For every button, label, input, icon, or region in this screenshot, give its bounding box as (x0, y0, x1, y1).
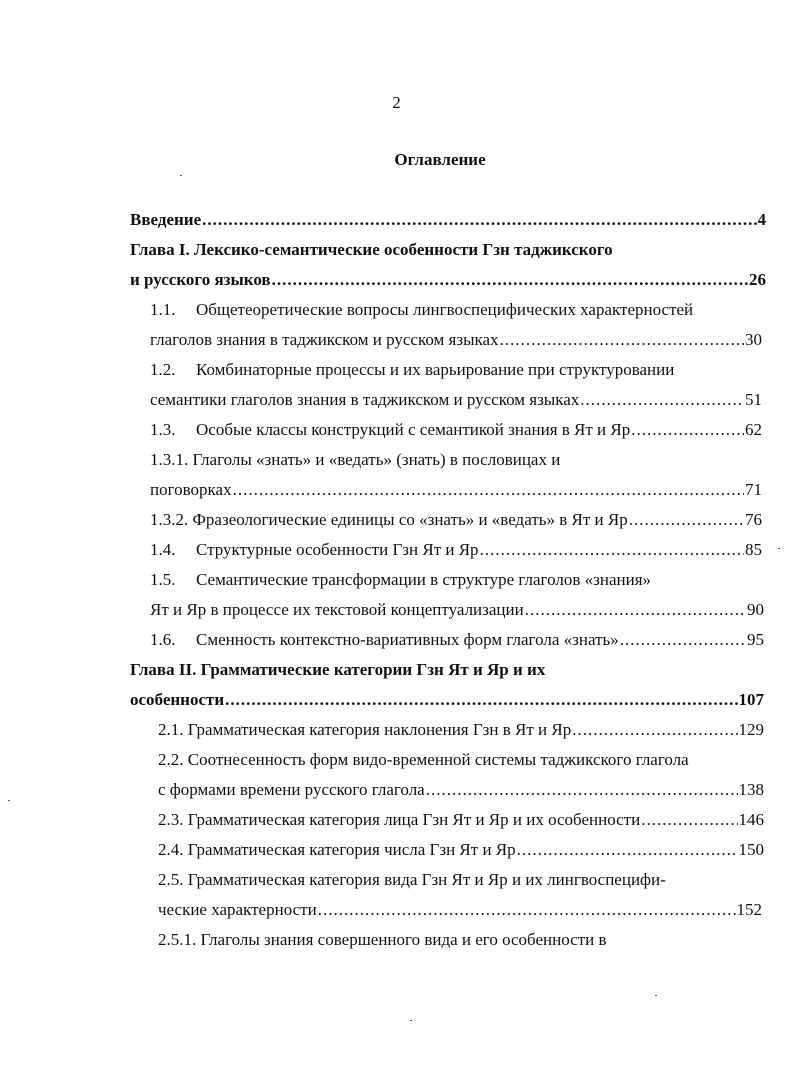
scan-speck (180, 175, 182, 176)
toc-entry-1-3: 1.3. Особые классы конструкций с семантикой знания в Ят и Яр ..... 62 (150, 417, 762, 443)
toc-entry-2-1: 2.1. Грамматическая категория наклонения Гзн в Ят и Яр ..... 129 (158, 717, 764, 743)
toc-entry-chapter-2: Глава II. Грамматические категории Гзн Ят и Яр и их (130, 660, 546, 679)
toc-entry-1-2: 1.2. Комбинаторные процессы и их варьирование при структуровании (150, 360, 675, 379)
toc-entry-2-5-cont: ческие характерности ..... 152 (158, 897, 762, 923)
scan-speck (655, 995, 657, 996)
page-number: 2 (392, 93, 401, 112)
toc-entry-1-6: 1.6. Сменность контекстно-вариативных форм глагола «знать» ..... 95 (150, 627, 764, 653)
scan-speck (8, 800, 10, 801)
toc-entry-1-5-cont: Ят и Яр в процессе их текстовой концептуализации ..... 90 (150, 597, 764, 623)
toc-entry-2-4: 2.4. Грамматическая категория числа Гзн Ят и Яр ..... 150 (158, 837, 764, 863)
toc-entry-2-5: 2.5. Грамматическая категория вида Гзн Ят и Яр и их лингвоспецифи- (158, 870, 666, 889)
toc-entry-1-1-cont: глаголов знания в таджикском и русском языках ..... 30 (150, 327, 762, 353)
toc-entry-1-3-1-cont: поговорках ..... 71 (150, 477, 762, 503)
toc-entry-2-2: 2.2. Соотнесенность форм видо-временной системы таджикского глагола (158, 750, 689, 769)
toc-entry-chapter-1-cont: и русского языков ..... 26 (130, 267, 766, 293)
toc-entry-1-5: 1.5. Семантические трансформации в структуре глаголов «знания» (150, 570, 652, 589)
toc-entry-2-5-1: 2.5.1. Глаголы знания совершенного вида и его особенности в (158, 930, 607, 949)
toc-entry-introduction: Введение ..... 4 (130, 207, 766, 233)
scan-speck (410, 1020, 412, 1021)
toc-entry-chapter-2-cont: особенности ..... 107 (130, 687, 764, 713)
toc-entry-chapter-1: Глава I. Лексико-семантические особенности Гзн таджикского (130, 240, 613, 259)
toc-entry-1-2-cont: семантики глаголов знания в таджикском и русском языках ..... 51 (150, 387, 762, 413)
toc-entry-2-3: 2.3. Грамматическая категория лица Гзн Ят и Яр и их особенности ..... 146 (158, 807, 764, 833)
toc-entry-2-2-cont: с формами времени русского глагола ..... 138 (158, 777, 764, 803)
toc-entry-1-4: 1.4. Структурные особенности Гзн Ят и Яр ..... 85 (150, 537, 762, 563)
toc-entry-1-3-2: 1.3.2. Фразеологические единицы со «знать» и «ведать» в Ят и Яр ..... 76 (150, 507, 762, 533)
scan-speck (778, 548, 780, 549)
toc-entry-1-3-1: 1.3.1. Глаголы «знать» и «ведать» (знать) в пословицах и (150, 450, 561, 469)
toc-entry-1-1: 1.1. Общетеоретические вопросы лингвоспецифических характерностей (150, 300, 694, 319)
toc-title: Оглавление (394, 150, 486, 169)
